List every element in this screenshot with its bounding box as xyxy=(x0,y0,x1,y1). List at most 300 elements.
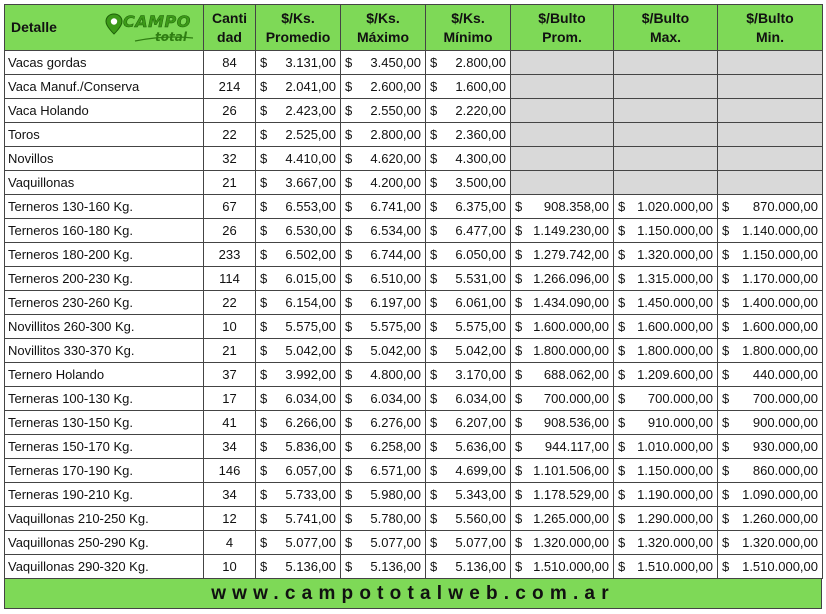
currency-symbol: $ xyxy=(722,559,730,574)
currency-symbol: $ xyxy=(345,319,353,334)
cell-cantidad: 12 xyxy=(204,507,256,531)
cell-max xyxy=(341,315,426,339)
currency-symbol: $ xyxy=(722,223,730,238)
currency-symbol: $ xyxy=(260,295,268,310)
cell-value: 3.131,00 xyxy=(285,55,336,70)
cell-prom xyxy=(256,51,341,75)
currency-symbol: $ xyxy=(430,439,438,454)
currency-symbol: $ xyxy=(430,463,438,478)
currency-symbol: $ xyxy=(260,439,268,454)
currency-symbol: $ xyxy=(260,79,268,94)
currency-symbol: $ xyxy=(430,487,438,502)
currency-symbol: $ xyxy=(260,463,268,478)
cell-value: 1.600.000,00 xyxy=(533,319,609,334)
table-row xyxy=(5,507,823,531)
currency-symbol: $ xyxy=(430,199,438,214)
currency-symbol: $ xyxy=(515,223,523,238)
cell-max xyxy=(341,411,426,435)
cell-bprom xyxy=(511,291,614,315)
cell-value: 6.057,00 xyxy=(285,463,336,478)
cell-value: 1.600,00 xyxy=(455,79,506,94)
cell-value: 1.260.000,00 xyxy=(742,511,818,526)
table-row xyxy=(5,339,823,363)
currency-symbol: $ xyxy=(260,103,268,118)
cell-prom xyxy=(256,171,341,195)
cell-max xyxy=(341,99,426,123)
currency-symbol: $ xyxy=(515,199,523,214)
cell-cantidad: 4 xyxy=(204,531,256,555)
cell-value: 5.343,00 xyxy=(455,487,506,502)
currency-symbol: $ xyxy=(618,487,626,502)
cell-value: 2.041,00 xyxy=(285,79,336,94)
cell-empty xyxy=(614,51,718,75)
cell-max xyxy=(341,243,426,267)
cell-min xyxy=(426,291,511,315)
cell-prom xyxy=(256,411,341,435)
cell-value: 908.536,00 xyxy=(543,415,609,430)
currency-symbol: $ xyxy=(345,391,353,406)
table-row xyxy=(5,267,823,291)
cell-detalle: Terneras 170-190 Kg. xyxy=(5,459,204,483)
currency-symbol: $ xyxy=(345,175,353,190)
currency-symbol: $ xyxy=(515,511,523,526)
cell-bmax xyxy=(614,387,718,411)
currency-symbol: $ xyxy=(430,415,438,430)
cell-max xyxy=(341,291,426,315)
cell-detalle: Vaquillonas 250-290 Kg. xyxy=(5,531,204,555)
cell-bprom xyxy=(511,243,614,267)
cell-value: 3.992,00 xyxy=(285,367,336,382)
cell-bmax xyxy=(614,459,718,483)
cell-prom xyxy=(256,435,341,459)
header-row xyxy=(5,5,823,51)
cell-max xyxy=(341,267,426,291)
currency-symbol: $ xyxy=(260,199,268,214)
cell-min xyxy=(426,195,511,219)
cell-detalle: Terneros 180-200 Kg. xyxy=(5,243,204,267)
cell-value: 1.450.000,00 xyxy=(637,295,713,310)
cell-prom xyxy=(256,531,341,555)
col-header-bulto-max-line2: Max. xyxy=(649,28,682,45)
cell-empty xyxy=(511,75,614,99)
currency-symbol: $ xyxy=(515,319,523,334)
currency-symbol: $ xyxy=(430,319,438,334)
currency-symbol: $ xyxy=(515,535,523,550)
cell-bprom xyxy=(511,315,614,339)
currency-symbol: $ xyxy=(345,487,353,502)
cell-bprom xyxy=(511,483,614,507)
cell-value: 5.042,00 xyxy=(370,343,421,358)
cell-value: 1.178.529,00 xyxy=(533,487,609,502)
logo-text-campo: CAMPO xyxy=(123,11,191,31)
currency-symbol: $ xyxy=(722,319,730,334)
cell-value: 1.800.000,00 xyxy=(742,343,818,358)
cell-cantidad: 21 xyxy=(204,339,256,363)
cell-detalle: Terneros 230-260 Kg. xyxy=(5,291,204,315)
cell-bmin xyxy=(718,555,823,579)
cell-value: 2.525,00 xyxy=(285,127,336,142)
cell-bmax xyxy=(614,435,718,459)
cell-bmin xyxy=(718,387,823,411)
cell-bmin xyxy=(718,243,823,267)
cell-min xyxy=(426,339,511,363)
cell-bprom xyxy=(511,435,614,459)
cell-bmax xyxy=(614,219,718,243)
cell-prom xyxy=(256,459,341,483)
cell-value: 900.000,00 xyxy=(752,415,818,430)
cell-empty xyxy=(718,99,823,123)
cell-max xyxy=(341,555,426,579)
currency-symbol: $ xyxy=(515,487,523,502)
cell-value: 5.636,00 xyxy=(455,439,506,454)
cell-empty xyxy=(718,147,823,171)
cell-value: 1.209.600,00 xyxy=(637,367,713,382)
cell-empty xyxy=(614,171,718,195)
cell-value: 5.741,00 xyxy=(285,511,336,526)
cell-bmax xyxy=(614,531,718,555)
currency-symbol: $ xyxy=(515,439,523,454)
cell-detalle: Vacas gordas xyxy=(5,51,204,75)
cell-cantidad: 41 xyxy=(204,411,256,435)
currency-symbol: $ xyxy=(515,415,523,430)
currency-symbol: $ xyxy=(618,343,626,358)
currency-symbol: $ xyxy=(515,367,523,382)
cell-value: 4.699,00 xyxy=(455,463,506,478)
currency-symbol: $ xyxy=(430,343,438,358)
cell-cantidad: 114 xyxy=(204,267,256,291)
cell-empty xyxy=(511,171,614,195)
cell-bmin xyxy=(718,411,823,435)
cell-value: 1.190.000,00 xyxy=(637,487,713,502)
cell-value: 6.276,00 xyxy=(370,415,421,430)
cell-value: 5.733,00 xyxy=(285,487,336,502)
cell-empty xyxy=(511,147,614,171)
cell-bprom xyxy=(511,459,614,483)
cell-value: 1.290.000,00 xyxy=(637,511,713,526)
currency-symbol: $ xyxy=(260,175,268,190)
cell-value: 5.575,00 xyxy=(455,319,506,334)
cell-value: 1.510.000,00 xyxy=(742,559,818,574)
currency-symbol: $ xyxy=(260,247,268,262)
cell-value: 5.136,00 xyxy=(455,559,506,574)
currency-symbol: $ xyxy=(515,295,523,310)
currency-symbol: $ xyxy=(618,223,626,238)
col-header-bulto-min-line2: Min. xyxy=(756,28,784,45)
currency-symbol: $ xyxy=(618,415,626,430)
currency-symbol: $ xyxy=(515,247,523,262)
col-header-kg-minimo-line2: Mínimo xyxy=(443,28,493,45)
table-row xyxy=(5,315,823,339)
currency-symbol: $ xyxy=(722,247,730,262)
cell-bprom xyxy=(511,363,614,387)
cell-bmin xyxy=(718,531,823,555)
currency-symbol: $ xyxy=(618,463,626,478)
currency-symbol: $ xyxy=(618,271,626,286)
cell-detalle: Terneras 190-210 Kg. xyxy=(5,483,204,507)
cell-prom xyxy=(256,243,341,267)
currency-symbol: $ xyxy=(430,511,438,526)
price-table xyxy=(4,4,823,579)
cell-bprom xyxy=(511,219,614,243)
cell-value: 2.800,00 xyxy=(455,55,506,70)
currency-symbol: $ xyxy=(345,103,353,118)
currency-symbol: $ xyxy=(515,463,523,478)
cell-detalle: Vaca Holando xyxy=(5,99,204,123)
cell-min xyxy=(426,243,511,267)
cell-value: 1.510.000,00 xyxy=(533,559,609,574)
cell-prom xyxy=(256,99,341,123)
price-report xyxy=(4,4,822,579)
col-header-bulto-prom-line2: Prom. xyxy=(542,28,582,45)
cell-max xyxy=(341,123,426,147)
cell-prom xyxy=(256,315,341,339)
cell-cantidad: 22 xyxy=(204,291,256,315)
currency-symbol: $ xyxy=(345,79,353,94)
cell-min xyxy=(426,507,511,531)
currency-symbol: $ xyxy=(515,559,523,574)
cell-prom xyxy=(256,291,341,315)
cell-prom xyxy=(256,267,341,291)
cell-max xyxy=(341,75,426,99)
cell-bmin xyxy=(718,483,823,507)
currency-symbol: $ xyxy=(722,295,730,310)
currency-symbol: $ xyxy=(345,439,353,454)
cell-min xyxy=(426,459,511,483)
currency-symbol: $ xyxy=(722,367,730,382)
cell-value: 3.667,00 xyxy=(285,175,336,190)
cell-detalle: Novillitos 260-300 Kg. xyxy=(5,315,204,339)
cell-value: 3.450,00 xyxy=(370,55,421,70)
col-header-kg-maximo xyxy=(341,5,426,51)
cell-value: 6.266,00 xyxy=(285,415,336,430)
cell-value: 860.000,00 xyxy=(752,463,818,478)
cell-detalle: Vaquillonas 290-320 Kg. xyxy=(5,555,204,579)
cell-cantidad: 84 xyxy=(204,51,256,75)
currency-symbol: $ xyxy=(345,199,353,214)
currency-symbol: $ xyxy=(345,127,353,142)
cell-value: 908.358,00 xyxy=(543,199,609,214)
cell-value: 1.140.000,00 xyxy=(742,223,818,238)
table-row xyxy=(5,555,823,579)
cell-bmax xyxy=(614,267,718,291)
cell-cantidad: 214 xyxy=(204,75,256,99)
cell-detalle: Vaquillonas 210-250 Kg. xyxy=(5,507,204,531)
table-row xyxy=(5,123,823,147)
cell-value: 5.136,00 xyxy=(370,559,421,574)
table-row xyxy=(5,531,823,555)
cell-cantidad: 10 xyxy=(204,555,256,579)
currency-symbol: $ xyxy=(618,391,626,406)
currency-symbol: $ xyxy=(430,391,438,406)
cell-bmin xyxy=(718,507,823,531)
col-header-bulto-max-line1: $/Bulto xyxy=(641,9,690,26)
cell-value: 1.265.000,00 xyxy=(533,511,609,526)
currency-symbol: $ xyxy=(260,127,268,142)
cell-max xyxy=(341,483,426,507)
cell-min xyxy=(426,531,511,555)
currency-symbol: $ xyxy=(430,271,438,286)
cell-value: 700.000,00 xyxy=(543,391,609,406)
table-row xyxy=(5,195,823,219)
col-header-bulto-min xyxy=(718,5,823,51)
cell-min xyxy=(426,315,511,339)
cell-max xyxy=(341,339,426,363)
cell-value: 6.050,00 xyxy=(455,247,506,262)
currency-symbol: $ xyxy=(722,391,730,406)
cell-value: 6.553,00 xyxy=(285,199,336,214)
table-body xyxy=(5,51,823,579)
currency-symbol: $ xyxy=(345,367,353,382)
cell-cantidad: 146 xyxy=(204,459,256,483)
currency-symbol: $ xyxy=(618,199,626,214)
currency-symbol: $ xyxy=(430,367,438,382)
cell-cantidad: 26 xyxy=(204,99,256,123)
campo-total-logo xyxy=(105,11,197,45)
cell-bprom xyxy=(511,267,614,291)
cell-value: 1.266.096,00 xyxy=(533,271,609,286)
cell-value: 6.034,00 xyxy=(285,391,336,406)
cell-value: 2.550,00 xyxy=(370,103,421,118)
cell-detalle: Terneras 100-130 Kg. xyxy=(5,387,204,411)
cell-bprom xyxy=(511,531,614,555)
cell-prom xyxy=(256,483,341,507)
cell-bmax xyxy=(614,555,718,579)
currency-symbol: $ xyxy=(345,559,353,574)
cell-min xyxy=(426,435,511,459)
cell-bmin xyxy=(718,363,823,387)
table-row xyxy=(5,411,823,435)
col-header-kg-maximo-line1: $/Ks. xyxy=(366,9,400,26)
cell-value: 1.600.000,00 xyxy=(637,319,713,334)
cell-value: 440.000,00 xyxy=(752,367,818,382)
currency-symbol: $ xyxy=(618,367,626,382)
currency-symbol: $ xyxy=(430,247,438,262)
cell-max xyxy=(341,195,426,219)
cell-value: 2.423,00 xyxy=(285,103,336,118)
website-url: www.campototalweb.com.ar xyxy=(211,583,615,604)
cell-bmin xyxy=(718,459,823,483)
cell-bprom xyxy=(511,195,614,219)
cell-cantidad: 32 xyxy=(204,147,256,171)
table-row xyxy=(5,243,823,267)
cell-value: 1.600.000,00 xyxy=(742,319,818,334)
cell-cantidad: 233 xyxy=(204,243,256,267)
currency-symbol: $ xyxy=(618,511,626,526)
cell-empty xyxy=(614,147,718,171)
cell-value: 4.200,00 xyxy=(370,175,421,190)
cell-value: 5.042,00 xyxy=(285,343,336,358)
cell-empty xyxy=(614,75,718,99)
cell-empty xyxy=(511,123,614,147)
currency-symbol: $ xyxy=(345,223,353,238)
currency-symbol: $ xyxy=(430,535,438,550)
col-header-kg-promedio xyxy=(256,5,341,51)
cell-max xyxy=(341,387,426,411)
cell-cantidad: 37 xyxy=(204,363,256,387)
col-header-bulto-prom-line1: $/Bulto xyxy=(538,9,586,26)
table-row xyxy=(5,291,823,315)
cell-cantidad: 22 xyxy=(204,123,256,147)
table-row xyxy=(5,363,823,387)
cell-value: 1.320.000,00 xyxy=(742,535,818,550)
cell-prom xyxy=(256,363,341,387)
cell-empty xyxy=(511,51,614,75)
table-row xyxy=(5,459,823,483)
currency-symbol: $ xyxy=(430,79,438,94)
currency-symbol: $ xyxy=(345,535,353,550)
cell-detalle: Terneras 150-170 Kg. xyxy=(5,435,204,459)
cell-value: 5.077,00 xyxy=(455,535,506,550)
cell-value: 4.300,00 xyxy=(455,151,506,166)
currency-symbol: $ xyxy=(722,343,730,358)
cell-value: 4.410,00 xyxy=(285,151,336,166)
cell-value: 6.510,00 xyxy=(370,271,421,286)
cell-bprom xyxy=(511,507,614,531)
cell-value: 6.197,00 xyxy=(370,295,421,310)
currency-symbol: $ xyxy=(618,319,626,334)
col-header-cantidad-line2: dad xyxy=(217,28,242,45)
currency-symbol: $ xyxy=(430,559,438,574)
currency-symbol: $ xyxy=(260,391,268,406)
cell-value: 5.980,00 xyxy=(370,487,421,502)
cell-value: 6.571,00 xyxy=(370,463,421,478)
cell-value: 1.510.000,00 xyxy=(637,559,713,574)
cell-min xyxy=(426,171,511,195)
cell-prom xyxy=(256,555,341,579)
currency-symbol: $ xyxy=(430,223,438,238)
cell-detalle: Novillos xyxy=(5,147,204,171)
cell-detalle: Toros xyxy=(5,123,204,147)
col-header-cantidad xyxy=(204,5,256,51)
table-row xyxy=(5,483,823,507)
currency-symbol: $ xyxy=(260,343,268,358)
currency-symbol: $ xyxy=(618,295,626,310)
cell-value: 4.800,00 xyxy=(370,367,421,382)
cell-value: 910.000,00 xyxy=(647,415,713,430)
cell-value: 944.117,00 xyxy=(544,439,609,454)
cell-value: 6.034,00 xyxy=(455,391,506,406)
cell-empty xyxy=(614,99,718,123)
cell-value: 2.360,00 xyxy=(455,127,506,142)
cell-max xyxy=(341,435,426,459)
cell-bmin xyxy=(718,339,823,363)
col-header-kg-promedio-line1: $/Ks. xyxy=(281,9,315,26)
currency-symbol: $ xyxy=(260,535,268,550)
cell-value: 1.800.000,00 xyxy=(533,343,609,358)
cell-bmax xyxy=(614,243,718,267)
cell-bprom xyxy=(511,555,614,579)
cell-bmin xyxy=(718,315,823,339)
cell-cantidad: 21 xyxy=(204,171,256,195)
cell-value: 6.258,00 xyxy=(370,439,421,454)
col-header-detalle xyxy=(5,5,204,51)
cell-value: 1.800.000,00 xyxy=(637,343,713,358)
currency-symbol: $ xyxy=(618,535,626,550)
currency-symbol: $ xyxy=(430,175,438,190)
cell-value: 5.042,00 xyxy=(455,343,506,358)
currency-symbol: $ xyxy=(618,559,626,574)
cell-value: 6.530,00 xyxy=(285,223,336,238)
table-row xyxy=(5,219,823,243)
cell-value: 6.534,00 xyxy=(370,223,421,238)
cell-min xyxy=(426,483,511,507)
cell-min xyxy=(426,363,511,387)
cell-value: 6.154,00 xyxy=(285,295,336,310)
cell-value: 1.170.000,00 xyxy=(742,271,818,286)
currency-symbol: $ xyxy=(515,391,523,406)
cell-bmin xyxy=(718,195,823,219)
currency-symbol: $ xyxy=(722,535,730,550)
